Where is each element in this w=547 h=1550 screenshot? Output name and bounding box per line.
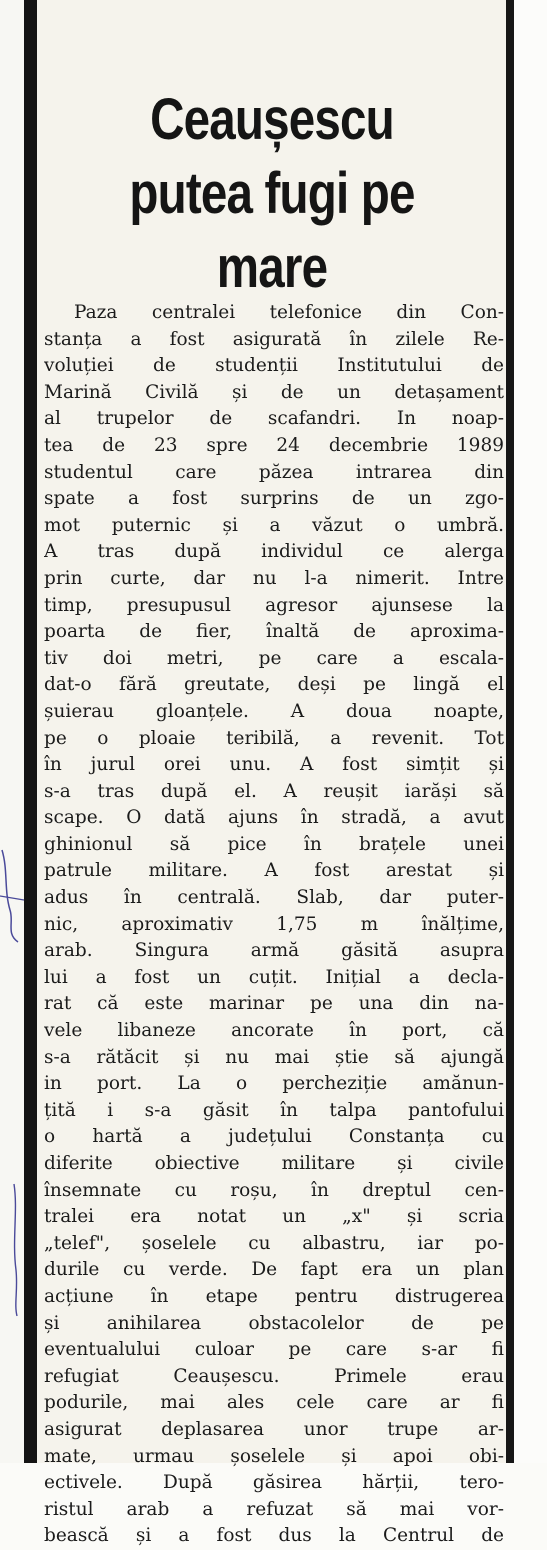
article-line: stanța a fost asigurată în zilele Re-	[44, 328, 504, 350]
headline-line-1: Ceaușescu	[150, 87, 394, 153]
article-line: adus în centrală. Slab, dar puter-	[44, 887, 504, 909]
article-body	[44, 300, 504, 1550]
article-line: tea de 23 spre 24 decembrie 1989	[44, 434, 504, 456]
pen-mark	[0, 830, 26, 950]
column-rule-right	[506, 0, 514, 1463]
article-line: mot puternic și a văzut o umbră.	[44, 514, 504, 536]
article-line: refugiat Ceaușescu. Primele erau	[44, 1365, 504, 1387]
article-line: voluției de studenții Institutului de	[44, 355, 504, 377]
article-line: vele libaneze ancorate în port, că	[44, 1020, 504, 1042]
article-line: Marină Civilă și de un detașament	[44, 381, 504, 403]
article-line: poarta de fier, înaltă de aproxima-	[44, 621, 504, 643]
article-line: „telef", șoselele cu albastru, iar po-	[44, 1232, 504, 1254]
article-line: nic, aproximativ 1,75 m înălțime,	[44, 913, 504, 935]
article-line: in port. La o percheziție amănun-	[44, 1073, 504, 1095]
article-line: prin curte, dar nu l-a nimerit. Intre	[44, 567, 504, 589]
article-line: ristul arab a refuzat să mai vor-	[44, 1498, 504, 1520]
article-line: patrule militare. A fost arestat și	[44, 860, 504, 882]
article-line: lui a fost un cuțit. Inițial a decla-	[44, 966, 504, 988]
article-line: șuierau gloanțele. A doua noapte,	[44, 700, 504, 722]
article-line: durile cu verde. De fapt era un plan	[44, 1259, 504, 1281]
article-line: ghinionul să pice în brațele unei	[44, 833, 504, 855]
article-line: și anihilarea obstacolelor de pe	[44, 1312, 504, 1334]
article-line: s-a rătăcit și nu mai știe să ajungă	[44, 1046, 504, 1068]
headline	[82, 83, 462, 305]
column-rule-left	[24, 0, 37, 1463]
article-line: însemnate cu roșu, în dreptul cen-	[44, 1179, 504, 1201]
article-line: dat-o fără greutate, deși pe lingă el	[44, 674, 504, 696]
article-line: mate, urmau șoselele și apoi obi-	[44, 1445, 504, 1467]
article-line: scape. O dată ajuns în stradă, a avut	[44, 807, 504, 829]
article-line: tiv doi metri, pe care a escala-	[44, 647, 504, 669]
article-line: în jurul orei unu. A fost simțit și	[44, 754, 504, 776]
article-line: timp, presupusul agresor ajunsese la	[44, 594, 504, 616]
article-line: studentul care păzea intrarea din	[44, 461, 504, 483]
article-line: pe o ploaie teribilă, a revenit. Tot	[44, 727, 504, 749]
article-line: tralei era notat un „x" și scria	[44, 1206, 504, 1228]
article-line: rat că este marinar pe una din na-	[44, 993, 504, 1015]
headline-line-2: putea fugi pe mare	[129, 161, 415, 301]
article-line: Paza centralei telefonice din Con-	[74, 302, 504, 323]
article-line: eventualului culoar pe care s-ar fi	[44, 1339, 504, 1361]
right-margin	[514, 0, 547, 1463]
article-line: asigurat deplasarea unor trupe ar-	[44, 1418, 504, 1440]
article-line: spate a fost surprins de un zgo-	[44, 488, 504, 510]
pen-mark-lower	[8, 1180, 22, 1320]
article-line: al trupelor de scafandri. In noap-	[44, 408, 504, 430]
article-line: A tras după individul ce alerga	[44, 541, 504, 563]
article-line: acțiune în etape pentru distrugerea	[44, 1285, 504, 1307]
article-line: arab. Singura armă găsită asupra	[44, 940, 504, 962]
article-line: podurile, mai ales cele care ar fi	[44, 1392, 504, 1414]
article-line: țită i s-a găsit în talpa pantofului	[44, 1099, 504, 1121]
article-line: diferite obiective militare și civile	[44, 1153, 504, 1174]
article-line: bească și a fost dus la Centrul de	[44, 1525, 504, 1547]
article-line: o hartă a județului Constanța cu	[44, 1126, 504, 1148]
article-line: s-a tras după el. A reușit iarăși să	[44, 780, 504, 802]
article-line: ectivele. După găsirea hărții, tero-	[44, 1472, 504, 1494]
